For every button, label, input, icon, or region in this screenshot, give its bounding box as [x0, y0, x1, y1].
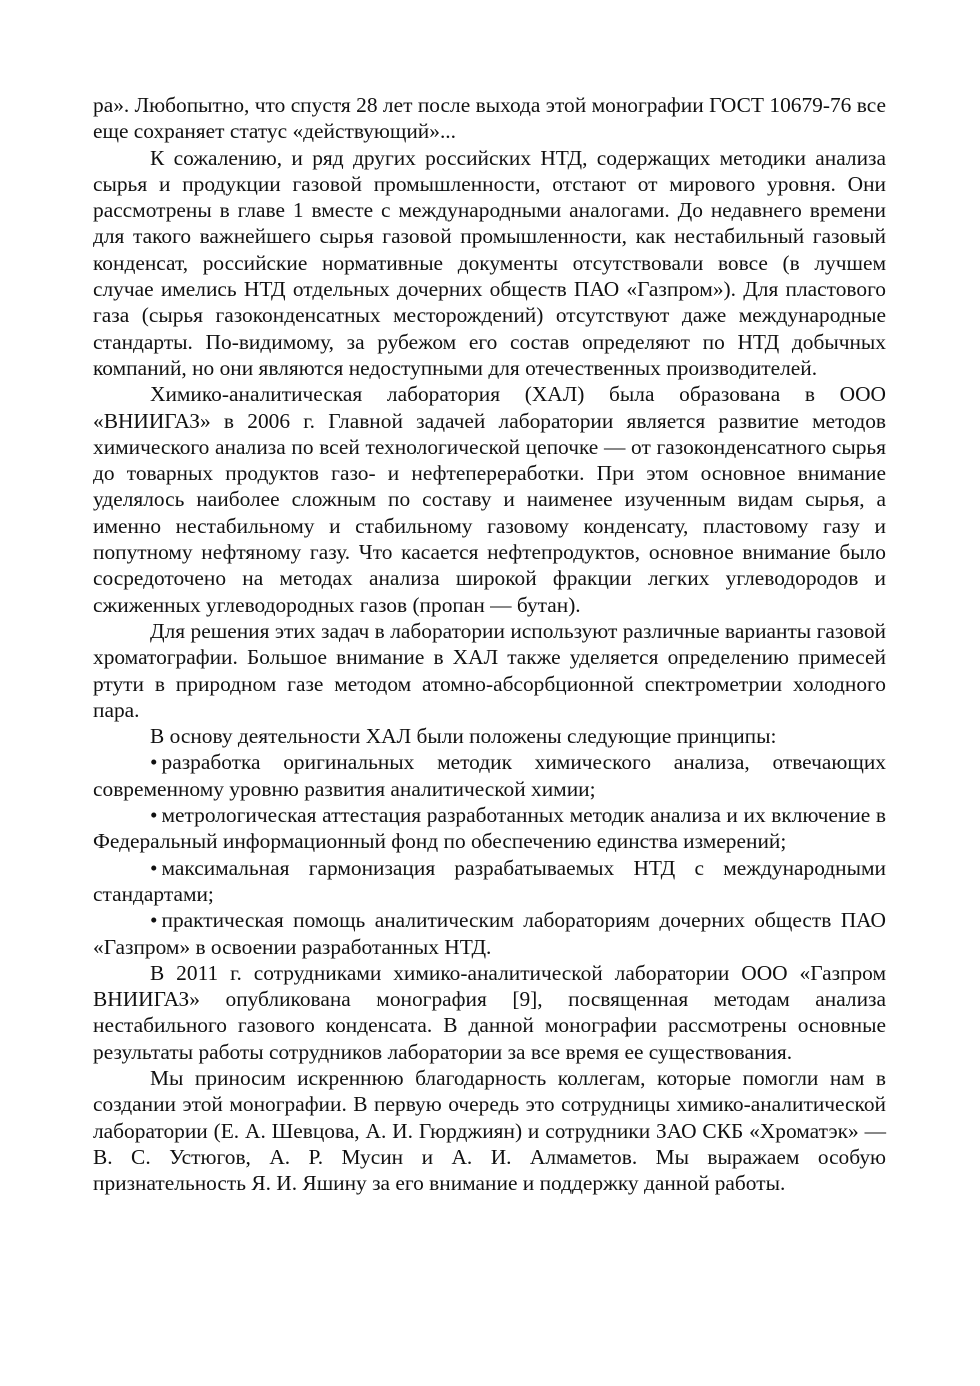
bullet-icon: • [150, 908, 158, 933]
bullet-text: метрологическая аттестация разработанных методик анализа и их включение в Федеральный информационный фонд по обеспечению единства измерений; [93, 803, 886, 854]
bullet-item [93, 855, 886, 908]
bullet-item [93, 802, 886, 855]
bullet-icon: • [150, 750, 158, 775]
bullet-item [93, 907, 886, 960]
paragraph-methods: Для решения этих задач в лаборатории используют различные варианты газовой хроматографии. Большое внимание в ХАЛ также уделяется определению примесей ртути в природном газе методом атомно-абсорбционной спектрометрии холодного пара. [93, 618, 886, 722]
bullet-text: практическая помощь аналитическим лабораториям дочерних обществ ПАО «Газпром» в освоении разработанных НТД. [93, 908, 886, 959]
bullet-icon: • [150, 803, 158, 828]
paragraph-continuation: ра». Любопытно, что спустя 28 лет после выхода этой монографии ГОСТ 10679-76 все еще сохраняет статус «действующий»... [93, 93, 886, 144]
bullet-text: максимальная гармонизация разрабатываемых НТД с международными стандартами; [93, 855, 886, 906]
document-page [93, 92, 886, 1196]
paragraph-lab-founding: Химико-аналитическая лаборатория (ХАЛ) была образована в ООО «ВНИИГАЗ» в 2006 г. Главной задачей лаборатории является развитие методов химического анализа по всей технологической цепочке — от газоконденсатного сырья до товарных продуктов газо- и нефтепереработки. При этом основное внимание уделялось наиболее сложным по составу и наименее изученным видам сырья, а именно нестабильному и стабильному газовому конденсату, пластовому газу и попутному нефтяному газу. Что касается нефтепродуктов, основное внимание было сосредоточено на методах анализа широкой фракции легких углеводородов и сжиженных углеводородных газов (пропан — бутан). [93, 382, 886, 617]
paragraph-principles-intro: В основу деятельности ХАЛ были положены следующие принципы: [150, 724, 777, 749]
paragraph-acknowledgements: Мы приносим искреннюю благодарность коллегам, которые помогли нам в создании этой монографии. В первую очередь это сотрудницы химико-аналитической лаборатории (Е. А. Шевцова, А. И. Гюрджиян) и сотрудники ЗАО СКБ «Хроматэк» — В. С. Устюгов, А. Р. Мусин и А. И. Алмаметов. Мы выражаем особую признательность Я. И. Яшину за его внимание и поддержку данной работы. [93, 1065, 886, 1196]
bullet-text: разработка оригинальных методик химического анализа, отвечающих современному уровню развития аналитической химии; [93, 750, 886, 801]
bullet-item [93, 749, 886, 802]
paragraph-ntd-lag: К сожалению, и ряд других российских НТД, содержащих методики анализа сырья и продукции газовой промышленности, отстают от мирового уровня. Они рассмотрены в главе 1 вместе с международными аналогами. До недавнего времени для такого важнейшего сырья газовой промышленности, как нестабильный газовый конденсат, российские нормативные документы отсутствовали вовсе (в лучшем случае имелись НТД отдельных дочерних обществ ПАО «Газпром»). Для пластового газа (сырья газоконденсатных месторождений) отсутствуют даже международные стандарты. По-видимому, за рубежом его состав определяют по НТД добычных компаний, но они являются недоступными для отечественных производителей. [93, 145, 886, 380]
paragraph-monograph-2011: В 2011 г. сотрудниками химико-аналитической лаборатории ООО «Газпром ВНИИГАЗ» опубликована монография [9], посвященная методам анализа нестабильного газового конденсата. В данной монографии рассмотрены основные результаты работы сотрудников лаборатории за все время ее существования. [93, 960, 886, 1064]
bullet-icon: • [150, 855, 158, 880]
